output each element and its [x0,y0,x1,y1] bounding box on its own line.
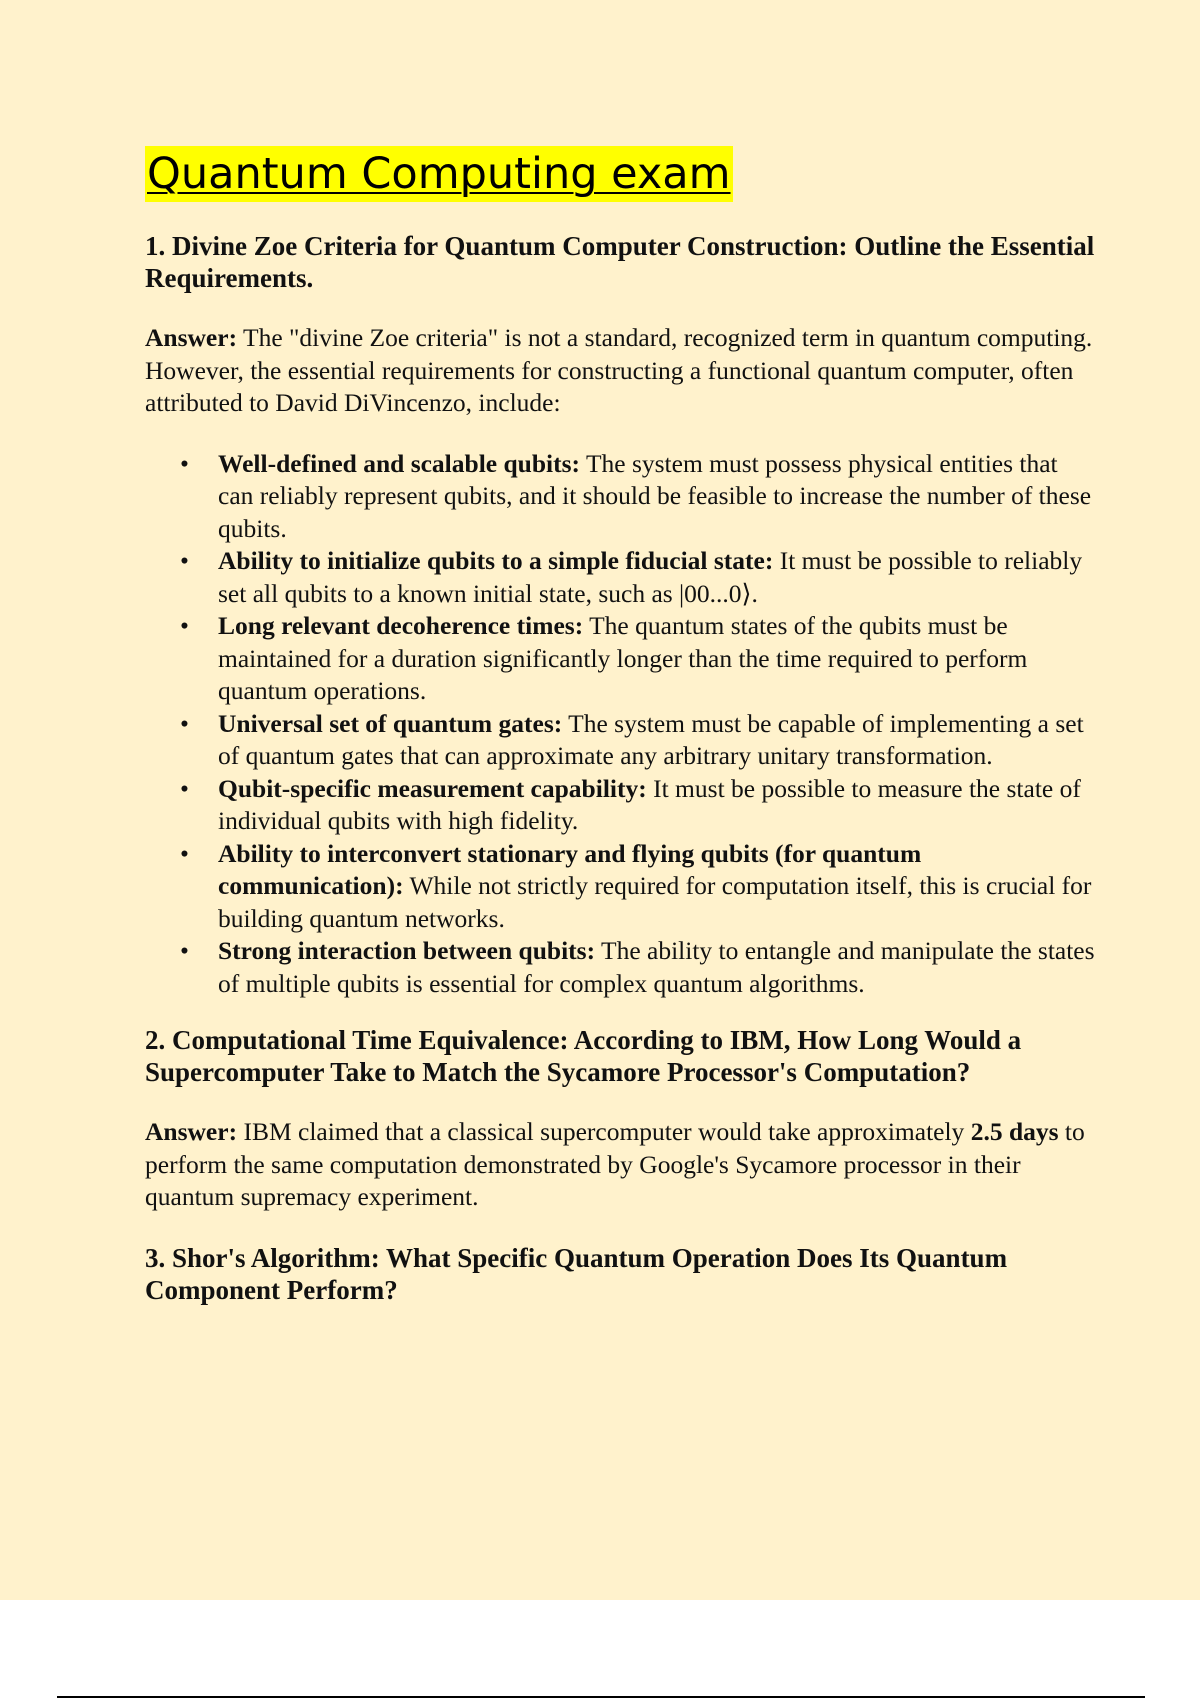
list-item [145,448,1095,546]
answer-2 [145,1116,1095,1214]
criterion-term: Strong interaction between qubits: [218,936,596,965]
footer-divider [57,1696,1145,1698]
page-title: Quantum Computing exam [145,146,733,202]
list-item [145,545,1095,610]
criterion-term: Long relevant decoherence times: [218,611,584,640]
bullet-icon: • [180,448,189,478]
criterion-text: The quantum states of the qubits must be maintained for a duration significantly longer than the time required to perform quantum operations. [218,611,1028,705]
bullet-icon: • [180,546,189,575]
bullet-icon: • [180,936,189,965]
criterion-term: Ability to interconvert stationary and flying qubits (for quantum communication): [218,838,922,900]
answer-text-pre: IBM claimed that a classical supercomputer would take approximately [237,1117,971,1146]
answer-text: The "divine Zoe criteria" is not a standard, recognized term in quantum computing. However, the essential requirements for constructing a functional quantum computer, often attributed to David DiVincenzo, include: [145,323,1093,417]
criterion-text: It must be possible to reliably set all qubits to a known initial state, such as |00...0⟩. [218,546,1083,608]
list-item [145,773,1095,838]
list-item [145,935,1095,1000]
criterion-text: It must be possible to measure the state of individual qubits with high fidelity. [218,773,1081,835]
answer-label: Answer: [145,1117,238,1146]
criteria-list [145,448,1095,1001]
bullet-icon: • [180,708,189,738]
answer-label: Answer: [145,323,238,352]
criterion-text: The system must be capable of implementing a set of quantum gates that can approximate any arbitrary unitary transformation. [218,708,1084,770]
bullet-icon: • [180,773,189,803]
criterion-text: While not strictly required for computation itself, this is crucial for building quantum networks. [218,871,1092,933]
criterion-term: Well-defined and scalable qubits: [218,448,581,478]
document-content [145,146,1095,1334]
bullet-icon: • [180,838,189,868]
list-item [145,838,1095,936]
answer-1 [145,322,1095,420]
list-item [145,610,1095,708]
bullet-icon: • [180,611,189,640]
question-2: 2. Computational Time Equivalence: According to IBM, How Long Would a Supercomputer Take to Match the Sycamore Processor's Computation? [145,1025,1022,1087]
answer-highlight-value: 2.5 days [970,1117,1059,1146]
criterion-term: Universal set of quantum gates: [218,708,563,738]
question-3: 3. Shor's Algorithm: What Specific Quantum Operation Does Its Quantum Component Perform? [145,1242,1008,1305]
criterion-term: Ability to initialize qubits to a simple fiducial state: [218,546,774,575]
list-item [145,708,1095,773]
criterion-term: Qubit-specific measurement capability: [218,773,647,803]
question-1: 1. Divine Zoe Criteria for Quantum Computer Construction: Outline the Essential Requirements. [145,231,1095,293]
answer-text-post: to perform the same computation demonstrated by Google's Sycamore processor in their quantum supremacy experiment. [145,1117,1085,1211]
criterion-text: The system must possess physical entities that can reliably represent qubits, and it should be feasible to increase the number of these qubits. [218,448,1092,543]
criterion-text: The ability to entangle and manipulate the states of multiple qubits is essential for complex quantum algorithms. [218,936,1095,998]
